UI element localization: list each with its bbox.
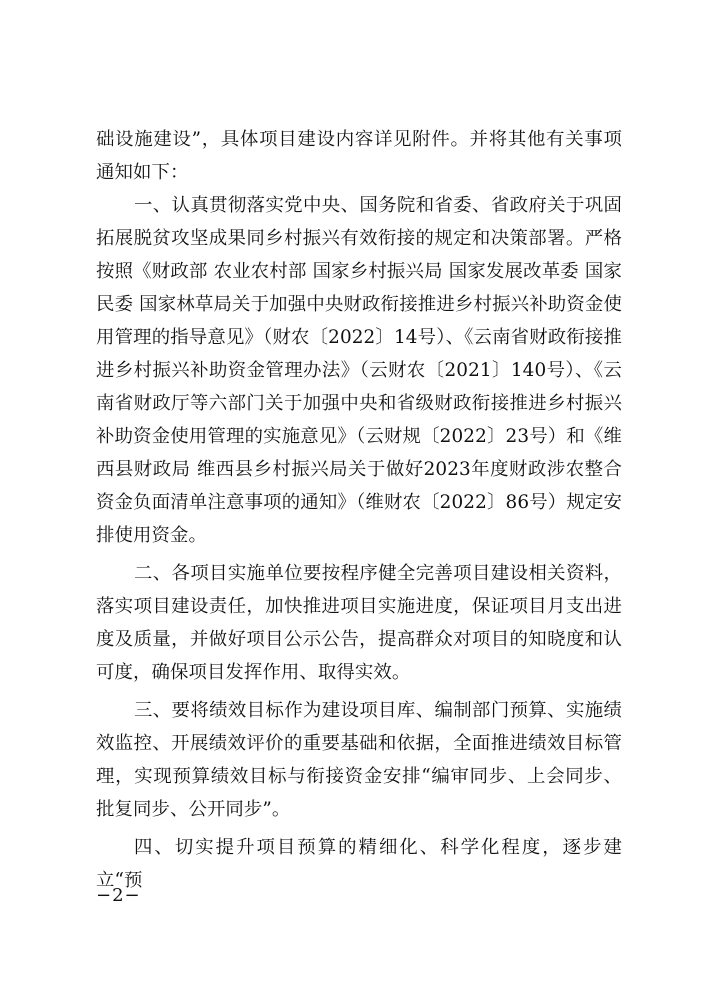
paragraph-item-3: 三、要将绩效目标作为建设项目库、编制部门预算、实施绩效监控、开展绩效评价的重要基础和依据，全面推进绩效目标管理，实现预算绩效目标与衔接资金安排“编审同步、上会同步、批复同步、公开同步”。 (96, 700, 622, 820)
paragraph-item-1: 一、认真贯彻落实党中央、国务院和省委、省政府关于巩固拓展脱贫攻坚成果同乡村振兴有效衔接的规定和决策部署。严格按照《财政部 农业农村部 国家乡村振兴局 国家发展改革委 国家民委 国家林草局关于加强中央财政衔接推进乡村振兴补助资金使用管理的指导意见》（财农〔2022〕14号）、《云南省财政衔接推进乡村振兴补助资金管理办法》（云财农〔2021〕140号）、《云南省财政厅等六部门关于加强中央和省级财政衔接推进乡村振兴补助资金使用管理的实施意见》（云财规〔2022〕23号）和《维西县财政局 维西县乡村振兴局关于做好2023年度财政涉农整合资金负面清单注意事项的通知》（维财农〔2022〕86号）规定安排使用资金。 (96, 195, 622, 546)
paragraph-item-2: 二、各项目实施单位要按程序健全完善项目建设相关资料，落实项目建设责任，加快推进项目实施进度，保证项目月支出进度及质量，并做好项目公示公告，提高群众对项目的知晓度和认可度，确保项目发挥作用、取得实效。 (96, 563, 622, 683)
paragraph-item-4: 四、切实提升项目预算的精细化、科学化程度，逐步建立“预 (96, 837, 622, 891)
page-number: −2− (96, 885, 141, 906)
paragraph-continuation: 础设施建设”，具体项目建设内容详见附件。并将其他有关事项通知如下： (96, 129, 622, 183)
body-text (96, 123, 622, 897)
